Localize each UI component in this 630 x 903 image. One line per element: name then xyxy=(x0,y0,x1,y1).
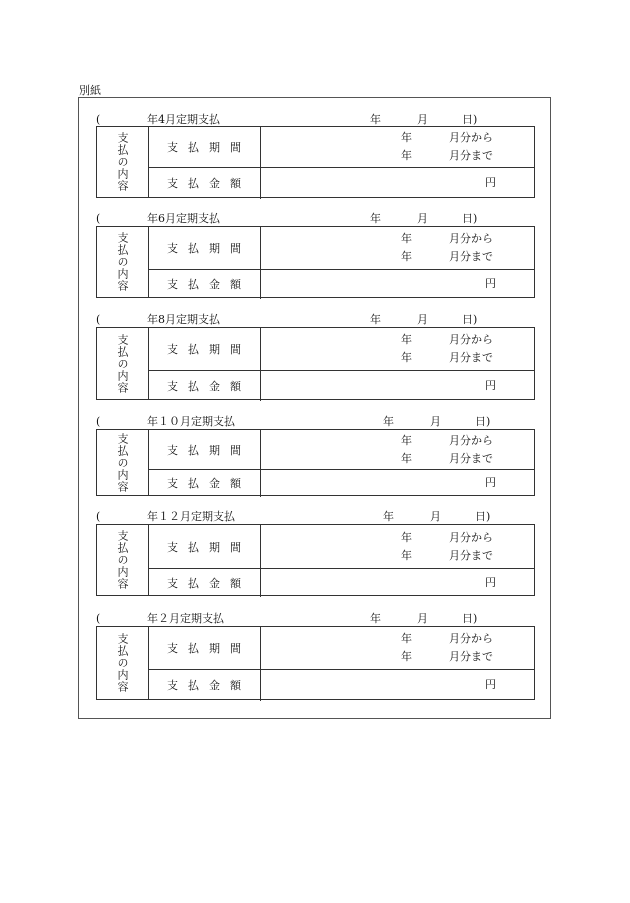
payment-title: 年２月定期支払 xyxy=(147,612,224,625)
until-year: 年 xyxy=(401,351,412,364)
category-label: 支払の内容 xyxy=(116,530,129,590)
amount-value-cell[interactable] xyxy=(260,568,534,597)
amount-label-cell xyxy=(148,370,261,401)
header-year: 年 xyxy=(370,313,381,326)
header-year: 年 xyxy=(383,510,394,523)
header-month: 月 xyxy=(417,612,428,625)
open-paren: ( xyxy=(96,510,101,523)
amount-label: 支払金額 xyxy=(167,379,251,393)
period-value-cell[interactable] xyxy=(260,127,534,167)
payment-header xyxy=(96,312,535,328)
payment-header xyxy=(96,211,535,227)
payment-block xyxy=(96,509,535,590)
until-month: 月分まで xyxy=(449,250,493,263)
payment-title: 年8月定期支払 xyxy=(147,313,220,326)
period-label: 支払期間 xyxy=(167,443,251,457)
amount-label: 支払金額 xyxy=(167,477,251,490)
category-label: 支払の内容 xyxy=(116,432,129,493)
payment-title: 年１２月定期支払 xyxy=(147,510,235,523)
amount-label-cell xyxy=(148,469,261,497)
payment-table xyxy=(96,429,535,496)
header-month: 月 xyxy=(417,212,428,225)
header-day: 日) xyxy=(475,415,491,428)
payment-header xyxy=(96,414,535,430)
from-year: 年 xyxy=(401,232,412,245)
header-year: 年 xyxy=(370,612,381,625)
category-cell xyxy=(97,627,149,699)
payment-table xyxy=(96,126,535,198)
category-cell xyxy=(97,430,149,495)
open-paren: ( xyxy=(96,113,101,126)
amount-label-cell xyxy=(148,269,261,299)
period-value-cell[interactable] xyxy=(260,328,534,370)
period-value-cell[interactable] xyxy=(260,227,534,269)
period-label: 支払期間 xyxy=(167,642,251,655)
header-day: 日) xyxy=(462,313,478,326)
header-day: 日) xyxy=(462,212,478,225)
header-day: 日) xyxy=(475,510,491,523)
yen-unit: 円 xyxy=(485,277,496,290)
until-month: 月分まで xyxy=(449,149,493,162)
from-year: 年 xyxy=(401,632,412,645)
yen-unit: 円 xyxy=(485,378,496,392)
from-month: 月分から xyxy=(449,530,493,544)
period-label-cell xyxy=(148,227,261,269)
period-label-cell xyxy=(148,430,261,469)
amount-label: 支払金額 xyxy=(167,278,251,291)
amount-label-cell xyxy=(148,167,261,199)
category-label: 支払の内容 xyxy=(116,132,129,192)
from-year: 年 xyxy=(401,333,412,346)
from-month: 月分から xyxy=(449,131,493,144)
period-label-cell xyxy=(148,328,261,370)
period-value-cell[interactable] xyxy=(260,627,534,669)
header-year: 年 xyxy=(370,113,381,126)
amount-label: 支払金額 xyxy=(167,679,251,692)
yen-unit: 円 xyxy=(485,575,496,589)
period-label-cell xyxy=(148,525,261,568)
until-year: 年 xyxy=(401,451,412,465)
header-year: 年 xyxy=(370,212,381,225)
from-month: 月分から xyxy=(449,632,493,645)
category-cell xyxy=(97,127,149,197)
amount-label: 支払金額 xyxy=(167,576,251,590)
open-paren: ( xyxy=(96,612,101,625)
payment-title: 年１０月定期支払 xyxy=(147,415,235,428)
until-year: 年 xyxy=(401,149,412,162)
until-year: 年 xyxy=(401,650,412,663)
period-label: 支払期間 xyxy=(167,343,251,356)
from-year: 年 xyxy=(401,530,412,544)
open-paren: ( xyxy=(96,313,101,326)
category-label: 支払の内容 xyxy=(116,633,129,693)
payment-table xyxy=(96,226,535,298)
header-month: 月 xyxy=(417,313,428,326)
yen-unit: 円 xyxy=(485,176,496,189)
yen-unit: 円 xyxy=(485,678,496,691)
payment-block xyxy=(96,414,535,493)
payment-header xyxy=(96,611,535,627)
header-day: 日) xyxy=(462,113,478,126)
payment-table xyxy=(96,327,535,400)
amount-value-cell[interactable] xyxy=(260,370,534,401)
until-year: 年 xyxy=(401,250,412,263)
payment-block xyxy=(96,312,535,394)
from-month: 月分から xyxy=(449,333,493,346)
payment-table xyxy=(96,626,535,700)
header-year: 年 xyxy=(383,415,394,428)
payment-title: 年6月定期支払 xyxy=(147,212,220,225)
period-label: 支払期間 xyxy=(167,141,251,154)
from-month: 月分から xyxy=(449,433,493,447)
payment-block xyxy=(96,112,535,192)
amount-value-cell[interactable] xyxy=(260,269,534,299)
until-month: 月分まで xyxy=(449,650,493,663)
from-year: 年 xyxy=(401,131,412,144)
amount-value-cell[interactable] xyxy=(260,167,534,199)
period-label: 支払期間 xyxy=(167,242,251,255)
header-day: 日) xyxy=(462,612,478,625)
header-month: 月 xyxy=(430,510,441,523)
until-month: 月分まで xyxy=(449,451,493,465)
payment-block xyxy=(96,211,535,292)
until-month: 月分まで xyxy=(449,548,493,562)
category-label: 支払の内容 xyxy=(116,333,129,394)
payment-block xyxy=(96,611,535,693)
category-cell xyxy=(97,328,149,399)
period-value-cell[interactable] xyxy=(260,525,534,568)
from-month: 月分から xyxy=(449,232,493,245)
category-cell xyxy=(97,227,149,297)
header-month: 月 xyxy=(417,113,428,126)
open-paren: ( xyxy=(96,415,101,428)
amount-label-cell xyxy=(148,669,261,701)
period-label: 支払期間 xyxy=(167,540,251,554)
period-label-cell xyxy=(148,627,261,669)
amount-value-cell[interactable] xyxy=(260,469,534,497)
until-year: 年 xyxy=(401,548,412,562)
attachment-label: 別紙 xyxy=(79,84,101,97)
until-month: 月分まで xyxy=(449,351,493,364)
amount-label-cell xyxy=(148,568,261,597)
payment-title: 年4月定期支払 xyxy=(147,113,220,126)
period-value-cell[interactable] xyxy=(260,430,534,469)
amount-value-cell[interactable] xyxy=(260,669,534,701)
from-year: 年 xyxy=(401,433,412,447)
period-label-cell xyxy=(148,127,261,167)
payment-table xyxy=(96,524,535,596)
payment-header xyxy=(96,509,535,525)
category-cell xyxy=(97,525,149,595)
yen-unit: 円 xyxy=(485,476,496,489)
open-paren: ( xyxy=(96,212,101,225)
header-month: 月 xyxy=(430,415,441,428)
amount-label: 支払金額 xyxy=(167,177,251,190)
category-label: 支払の内容 xyxy=(116,232,129,292)
